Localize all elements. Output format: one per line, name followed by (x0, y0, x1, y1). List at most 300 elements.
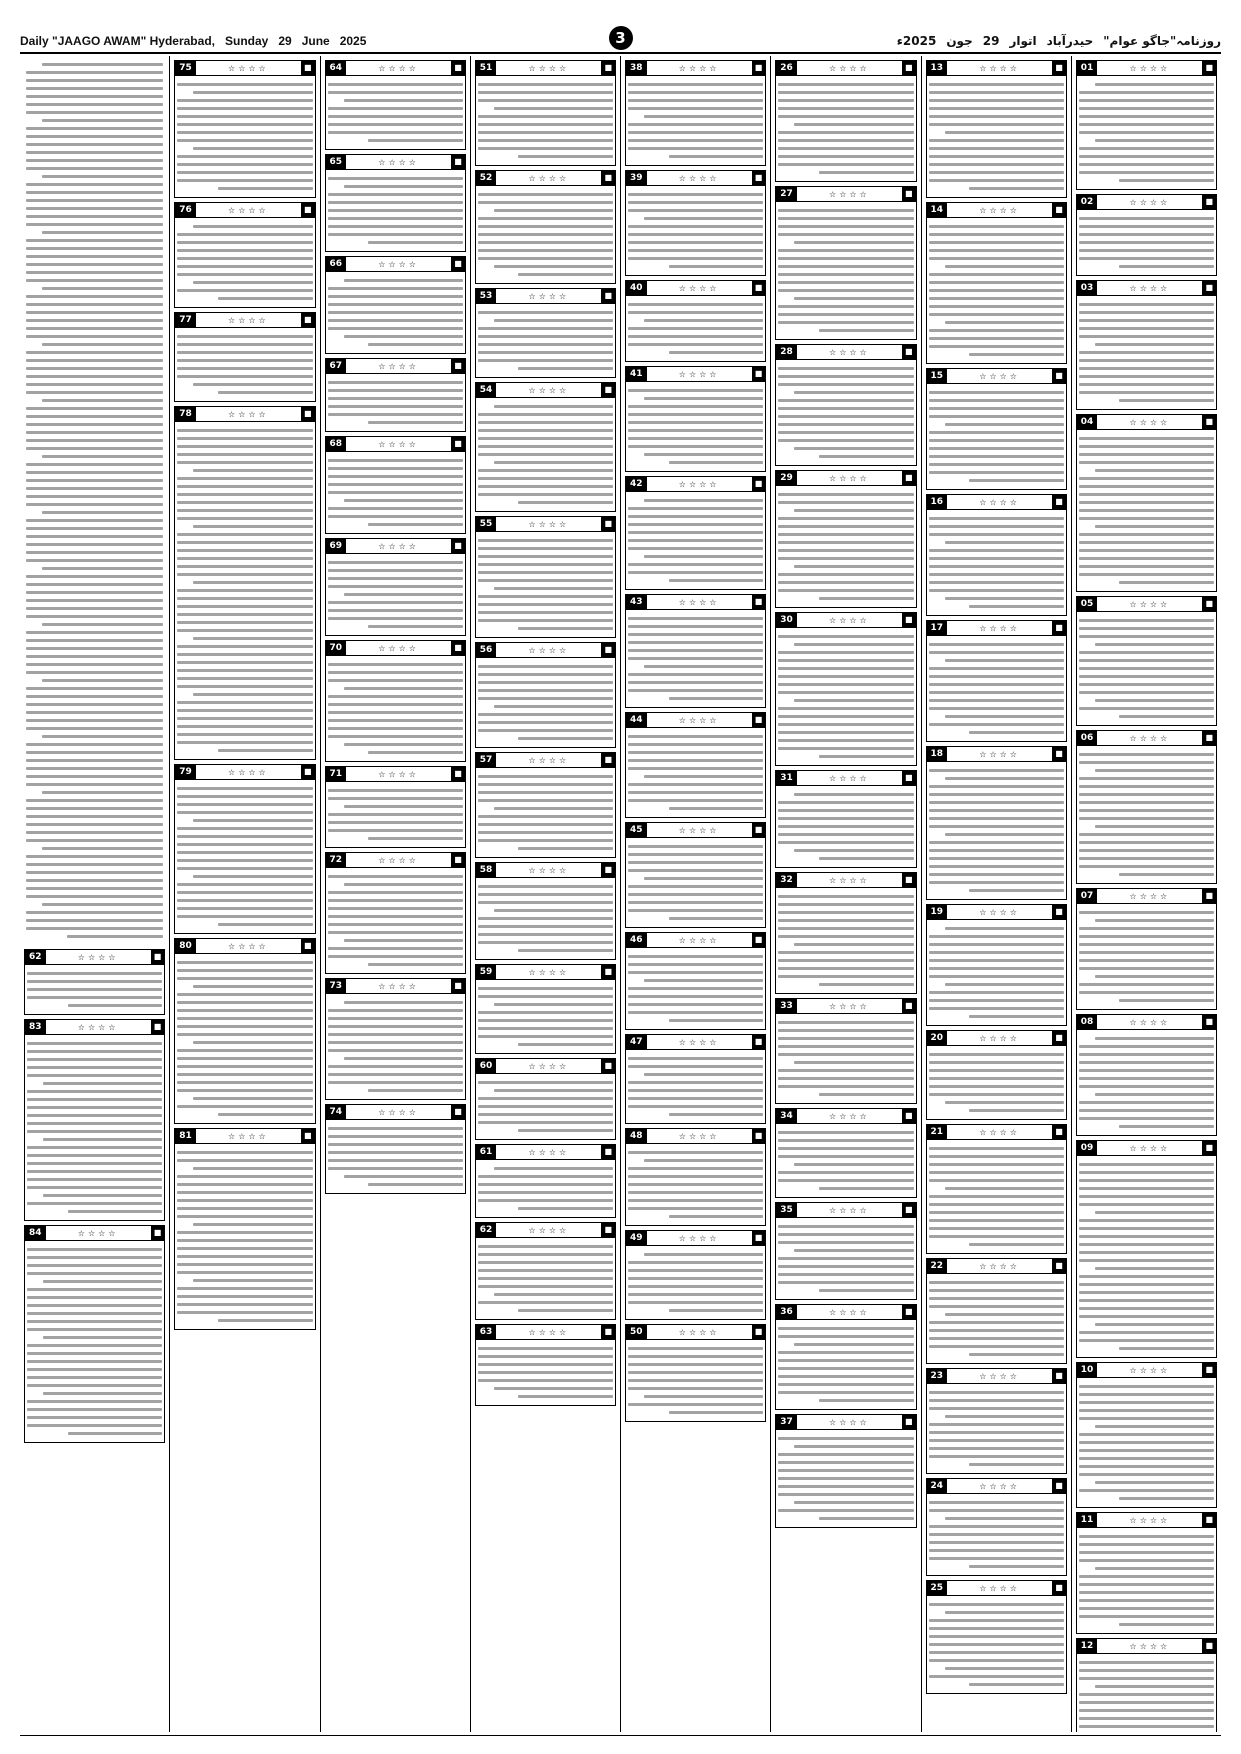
text-line (344, 593, 463, 596)
text-line (778, 525, 913, 528)
star-row-icon: ☆☆☆☆ (528, 519, 570, 529)
text-line (628, 335, 763, 338)
text-line (778, 91, 913, 94)
text-line (177, 249, 312, 252)
text-line (778, 1477, 913, 1480)
ad-header-bar (776, 61, 915, 76)
text-line (218, 923, 313, 926)
text-line (929, 273, 1064, 276)
ad-tag-icon: ■ (902, 1109, 916, 1123)
ad-tag-icon: ■ (902, 873, 916, 887)
text-line (1079, 959, 1214, 962)
ad-number: 59 (476, 965, 497, 979)
text-line (929, 123, 1064, 126)
classified-ad (926, 60, 1067, 198)
ad-number: 52 (476, 171, 497, 185)
text-line (478, 555, 613, 558)
text-line (177, 589, 312, 592)
text-line (177, 493, 312, 496)
text-line (478, 563, 613, 566)
ad-number: 25 (927, 1581, 948, 1595)
paper-title-english: Daily "JAAGO AWAM" Hyderabad, (20, 34, 215, 48)
text-line (1079, 391, 1214, 394)
text-line (628, 767, 763, 770)
text-line (193, 819, 312, 822)
text-line (969, 1243, 1064, 1246)
text-line (177, 1159, 312, 1162)
star-row-icon: ☆☆☆☆ (228, 941, 269, 951)
text-line (929, 841, 1064, 844)
text-line (1079, 517, 1214, 520)
text-line (328, 1009, 463, 1012)
date-urdu: 29 (982, 34, 1000, 48)
text-line (929, 1501, 1064, 1504)
text-line (328, 915, 463, 918)
text-line (1079, 1227, 1214, 1230)
classified-ad (625, 822, 766, 928)
text-line (929, 407, 1064, 410)
text-line (177, 509, 312, 512)
text-line (1095, 1481, 1214, 1484)
text-line (1079, 1465, 1214, 1468)
text-line (328, 459, 463, 462)
text-line (177, 709, 312, 712)
star-row-icon: ☆☆☆☆ (228, 315, 269, 325)
text-line (368, 241, 463, 244)
classified-ad (926, 904, 1067, 1026)
text-line (794, 297, 913, 300)
text-line (1095, 699, 1214, 702)
text-line (26, 527, 163, 530)
classified-ad (625, 1128, 766, 1226)
text-line (177, 661, 312, 664)
text-line (778, 1241, 913, 1244)
ad-tag-icon: ■ (451, 641, 465, 655)
text-line (494, 319, 613, 322)
text-line (929, 1635, 1064, 1638)
text-line (478, 901, 613, 904)
text-line (368, 837, 463, 840)
ad-number: 63 (476, 1325, 497, 1339)
text-line (42, 175, 163, 178)
text-line (1095, 1211, 1214, 1214)
classified-ad (325, 256, 466, 354)
text-line (1079, 241, 1214, 244)
text-line (929, 345, 1064, 348)
text-line (778, 903, 913, 906)
text-line (328, 405, 463, 408)
text-line (1079, 943, 1214, 946)
text-line (778, 399, 913, 402)
ad-tag-icon: ■ (752, 1035, 766, 1049)
text-line (778, 723, 913, 726)
column (470, 56, 620, 1732)
text-line (344, 185, 463, 188)
text-line (193, 1097, 312, 1100)
text-line (969, 889, 1064, 892)
text-line (26, 559, 163, 562)
text-line (478, 429, 613, 432)
ad-header-bar (476, 289, 615, 304)
classified-ad (1076, 888, 1217, 1010)
text-line (177, 289, 312, 292)
text-line (478, 91, 613, 94)
star-row-icon: ☆☆☆☆ (228, 1131, 269, 1141)
text-line (778, 257, 913, 260)
star-row-icon: ☆☆☆☆ (528, 291, 570, 301)
text-line (929, 691, 1064, 694)
classified-ad (926, 1478, 1067, 1576)
text-line (628, 523, 763, 526)
text-line (945, 659, 1064, 662)
text-line (929, 785, 1064, 788)
text-line (328, 907, 463, 910)
text-line (478, 595, 613, 598)
text-line (929, 533, 1064, 536)
text-line (27, 1162, 162, 1165)
text-line (26, 407, 163, 410)
text-line (778, 493, 913, 496)
text-line (177, 233, 312, 236)
text-line (628, 1347, 763, 1350)
text-line (945, 715, 1064, 718)
text-line (478, 257, 613, 260)
text-line (478, 1183, 613, 1186)
text-line (1079, 817, 1214, 820)
ad-number: 55 (476, 517, 497, 531)
text-line (27, 1416, 162, 1419)
ad-header-bar (1077, 1639, 1216, 1654)
text-line (794, 1249, 913, 1252)
text-line (1079, 233, 1214, 236)
ad-header-bar (1077, 1141, 1216, 1156)
text-line (27, 1106, 162, 1109)
ad-header-bar (1077, 61, 1216, 76)
text-line (1079, 1543, 1214, 1546)
text-line (26, 391, 163, 394)
text-line (1095, 1567, 1214, 1570)
ad-tag-icon: ■ (1052, 369, 1066, 383)
text-line (794, 849, 913, 852)
text-line (628, 987, 763, 990)
text-line (1079, 1599, 1214, 1602)
text-line (27, 1090, 162, 1093)
text-line (328, 467, 463, 470)
ad-header-bar (626, 1325, 765, 1340)
text-line (42, 847, 163, 850)
text-line (778, 209, 913, 212)
text-line (26, 319, 163, 322)
text-line (177, 1295, 312, 1298)
text-line (344, 939, 463, 942)
text-line (478, 1371, 613, 1374)
star-row-icon: ☆☆☆☆ (829, 1307, 870, 1317)
text-line (177, 741, 312, 744)
text-line (478, 445, 613, 448)
text-line (26, 551, 163, 554)
text-line (1079, 1331, 1214, 1334)
text-line (518, 501, 613, 504)
text-line (26, 79, 163, 82)
text-line (27, 1248, 162, 1251)
text-line (929, 1407, 1064, 1410)
text-line (494, 405, 613, 408)
text-line (929, 1061, 1064, 1064)
text-line (177, 1287, 312, 1290)
text-line (478, 1175, 613, 1178)
text-line (929, 233, 1064, 236)
text-line (27, 1130, 162, 1133)
text-line (1079, 375, 1214, 378)
text-line (778, 1383, 913, 1386)
text-line (628, 751, 763, 754)
text-line (628, 641, 763, 644)
text-line (628, 657, 763, 660)
text-line (26, 799, 163, 802)
text-line (1079, 249, 1214, 252)
text-line (26, 279, 163, 282)
text-line (628, 1277, 763, 1280)
text-line (1079, 935, 1214, 938)
page-number-badge: 3 (609, 26, 633, 50)
ad-number: 67 (326, 359, 347, 373)
ad-header-bar (776, 345, 915, 360)
text-line (193, 147, 312, 150)
text-line (945, 1415, 1064, 1418)
text-line (26, 703, 163, 706)
text-line (1079, 983, 1214, 986)
text-line (68, 1432, 163, 1435)
text-line (26, 591, 163, 594)
text-line (478, 799, 613, 802)
text-line (27, 1400, 162, 1403)
text-line (929, 1455, 1064, 1458)
text-line (1079, 691, 1214, 694)
ad-header-bar (175, 1129, 314, 1144)
star-row-icon: ☆☆☆☆ (528, 63, 570, 73)
text-line (819, 329, 914, 332)
text-line (478, 99, 613, 102)
ad-number: 16 (927, 495, 948, 509)
text-line (328, 397, 463, 400)
ad-tag-icon: ■ (451, 359, 465, 373)
ad-tag-icon: ■ (451, 979, 465, 993)
ad-tag-icon: ■ (601, 863, 615, 877)
ad-tag-icon: ■ (752, 171, 766, 185)
star-row-icon: ☆☆☆☆ (378, 439, 419, 449)
text-line (778, 541, 913, 544)
text-line (1079, 777, 1214, 780)
ad-tag-icon: ■ (752, 1231, 766, 1245)
text-line (1079, 667, 1214, 670)
star-row-icon: ☆☆☆☆ (678, 1327, 720, 1337)
text-line (794, 1343, 913, 1346)
classified-ad (926, 1580, 1067, 1694)
ad-header-bar (776, 1109, 915, 1124)
text-line (368, 1183, 463, 1186)
text-line (518, 1129, 613, 1132)
text-line (494, 1387, 613, 1390)
ad-number: 58 (476, 863, 497, 877)
text-line (328, 1073, 463, 1076)
text-line (778, 1179, 913, 1182)
text-line (929, 1525, 1064, 1528)
text-line (193, 525, 312, 528)
text-line (778, 1493, 913, 1496)
text-line (628, 421, 763, 424)
text-line (929, 1163, 1064, 1166)
text-line (929, 769, 1064, 772)
text-line (1079, 753, 1214, 756)
ad-number: 33 (776, 999, 797, 1013)
star-row-icon: ☆☆☆☆ (528, 1225, 570, 1235)
text-line (628, 1387, 763, 1390)
text-line (778, 747, 913, 750)
text-line (778, 841, 913, 844)
text-line (969, 605, 1064, 608)
text-line (929, 1297, 1064, 1300)
text-line (478, 413, 613, 416)
text-line (328, 177, 463, 180)
text-line (478, 437, 613, 440)
text-line (344, 805, 463, 808)
text-line (929, 463, 1064, 466)
text-line (1079, 91, 1214, 94)
text-line (478, 233, 613, 236)
text-line (328, 789, 463, 792)
ad-tag-icon: ■ (902, 471, 916, 485)
text-line (328, 1065, 463, 1068)
ad-header-bar (626, 281, 765, 296)
text-line (328, 891, 463, 894)
classified-ad (1076, 1140, 1217, 1358)
text-line (628, 1207, 763, 1210)
ad-header-bar (927, 1259, 1066, 1274)
text-line (778, 951, 913, 954)
text-line (218, 187, 313, 190)
text-line (1079, 1489, 1214, 1492)
ad-header-bar (476, 1223, 615, 1238)
star-row-icon: ☆☆☆☆ (378, 541, 419, 551)
text-line (26, 423, 163, 426)
text-line (628, 343, 763, 346)
text-line (1079, 445, 1214, 448)
text-line (929, 1077, 1064, 1080)
text-line (929, 1053, 1064, 1056)
text-line (26, 199, 163, 202)
text-line (478, 1121, 613, 1124)
text-line (969, 1109, 1064, 1112)
text-line (177, 1105, 312, 1108)
text-line (628, 1355, 763, 1358)
ad-tag-icon: ■ (601, 753, 615, 767)
text-line (1079, 1677, 1214, 1680)
text-line (628, 649, 763, 652)
text-line (193, 281, 312, 284)
text-line (1079, 675, 1214, 678)
text-line (929, 91, 1064, 94)
text-line (177, 1175, 312, 1178)
text-line (794, 943, 913, 946)
ad-number: 29 (776, 471, 797, 485)
text-line (1095, 83, 1214, 86)
classified-ad (926, 1030, 1067, 1120)
text-line (27, 1186, 162, 1189)
classified-ad (174, 312, 315, 402)
text-line (26, 919, 163, 922)
star-row-icon: ☆☆☆☆ (378, 361, 419, 371)
text-line (945, 777, 1064, 780)
text-line (628, 99, 763, 102)
ad-header-bar (326, 539, 465, 554)
ad-header-bar (927, 1031, 1066, 1046)
ad-header-bar (927, 1479, 1066, 1494)
text-line (628, 147, 763, 150)
text-line (1079, 367, 1214, 370)
text-line (628, 1011, 763, 1014)
text-line (27, 1042, 162, 1045)
ad-header-bar (326, 61, 465, 76)
text-line (328, 955, 463, 958)
text-line (628, 689, 763, 692)
classified-ad (1076, 730, 1217, 884)
text-line (929, 723, 1064, 726)
text-line (778, 163, 913, 166)
text-line (328, 381, 463, 384)
text-line (1079, 565, 1214, 568)
text-line (328, 679, 463, 682)
text-line (26, 375, 163, 378)
text-line (1119, 1623, 1214, 1626)
text-line (26, 655, 163, 658)
text-line (26, 167, 163, 170)
text-line (929, 447, 1064, 450)
star-row-icon: ☆☆☆☆ (1129, 1365, 1171, 1375)
text-line (328, 899, 463, 902)
ad-number: 42 (626, 477, 647, 491)
classified-ad (625, 476, 766, 590)
text-line (344, 1057, 463, 1060)
text-line (778, 415, 913, 418)
text-line (518, 847, 613, 850)
text-line (1079, 1315, 1214, 1318)
text-line (328, 201, 463, 204)
text-line (929, 139, 1064, 142)
star-row-icon: ☆☆☆☆ (829, 347, 870, 357)
classified-ad (24, 1225, 165, 1443)
ad-header-bar (626, 1231, 765, 1246)
text-line (494, 909, 613, 912)
text-line (177, 1025, 312, 1028)
text-line (478, 673, 613, 676)
ad-header-bar (476, 383, 615, 398)
text-line (1079, 1615, 1214, 1618)
text-line (778, 1085, 913, 1088)
ad-tag-icon: ■ (601, 1145, 615, 1159)
text-line (778, 667, 913, 670)
text-line (929, 439, 1064, 442)
text-line (177, 827, 312, 830)
classified-ad (775, 1304, 916, 1410)
text-line (929, 881, 1064, 884)
ad-tag-icon: ■ (1052, 747, 1066, 761)
text-line (778, 801, 913, 804)
text-line (1079, 1109, 1214, 1112)
text-line (26, 183, 163, 186)
text-line (177, 517, 312, 520)
ad-header-bar (326, 641, 465, 656)
text-line (929, 171, 1064, 174)
